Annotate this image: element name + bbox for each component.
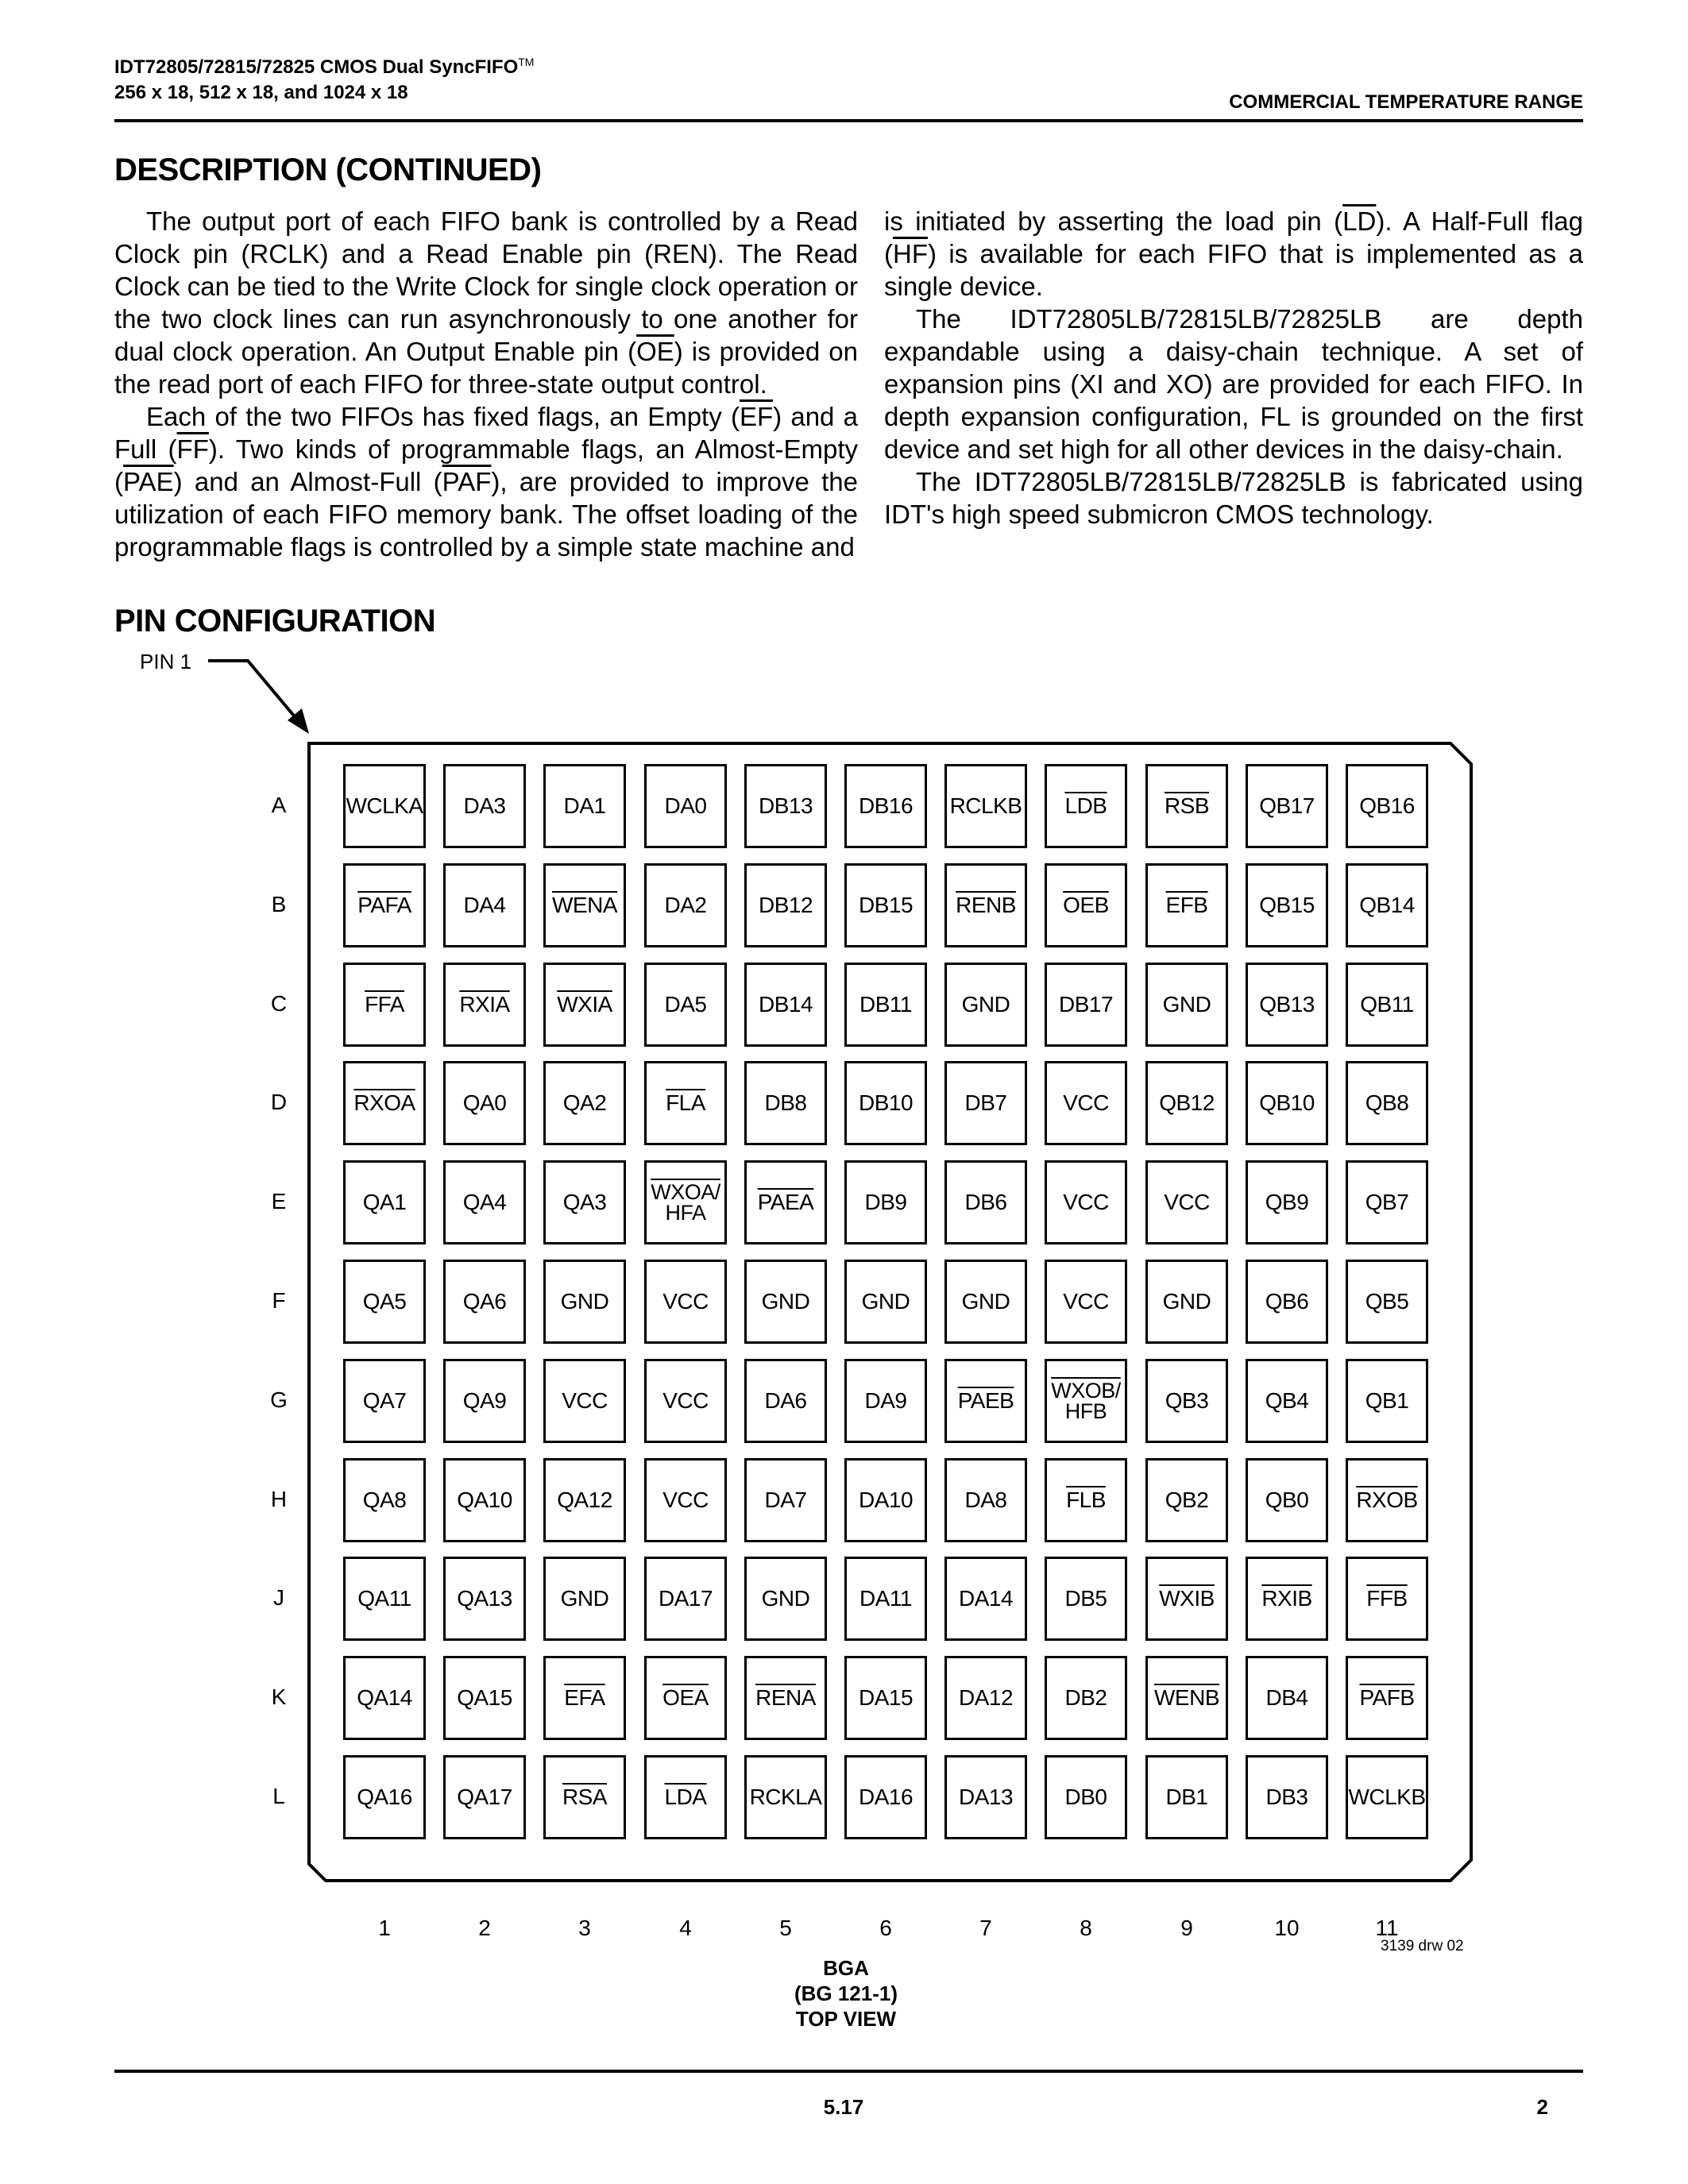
pin-cell (944, 1656, 1027, 1740)
header-temperature-range: COMMERCIAL TEMPERATURE RANGE (1229, 91, 1583, 113)
pin-label: WXIA (557, 992, 612, 1017)
row-label: G (270, 1387, 288, 1412)
column-label: 7 (979, 1916, 992, 1940)
pin-cell (443, 1755, 526, 1839)
pin-label: GND (861, 1289, 910, 1314)
pin-cell (1145, 1359, 1228, 1443)
pin-cell (543, 1557, 626, 1641)
pin-cell (844, 1656, 927, 1740)
pin-cell (1346, 1458, 1428, 1542)
page-code: 5.17 (823, 2095, 864, 2119)
pin-label: VCC (1164, 1190, 1210, 1214)
pin-cell (343, 1656, 426, 1740)
pin-cell (543, 1755, 626, 1839)
row-label: F (272, 1288, 286, 1313)
pin-label: QB0 (1265, 1488, 1309, 1512)
pin-cell (1045, 1061, 1127, 1145)
pin-cell (844, 1458, 927, 1542)
footer-rule (114, 2070, 1583, 2073)
pin-label: QA8 (362, 1488, 407, 1512)
pin-label: GND (761, 1586, 810, 1611)
row-label: A (271, 793, 287, 817)
pin-cell (1246, 1557, 1328, 1641)
pin-cell (844, 764, 927, 848)
pin-cell (343, 1458, 426, 1542)
pin-label: RENA (755, 1685, 816, 1710)
pin-cell (844, 1359, 927, 1443)
header-title: IDT72805/72815/72825 CMOS Dual SyncFIFO (114, 56, 519, 78)
pin-label: WXIB (1159, 1586, 1215, 1611)
drawing-reference: 3139 drw 02 (1381, 1938, 1464, 1954)
pin-label: DB15 (858, 893, 914, 917)
pin-cell (443, 1061, 526, 1145)
pin-cell (644, 1359, 727, 1443)
pin-label: GND (560, 1289, 609, 1314)
pin-label: DB8 (764, 1090, 807, 1115)
pin-label: QB9 (1265, 1190, 1309, 1214)
pin-label: QA11 (357, 1586, 411, 1611)
pin-label: QA13 (457, 1586, 512, 1611)
pin-cell (1346, 1656, 1428, 1740)
pin-cell (343, 1359, 426, 1443)
column-label: 10 (1274, 1916, 1300, 1940)
column-label: 11 (1375, 1916, 1399, 1940)
pin-label: DB16 (858, 793, 914, 818)
row-label: E (271, 1189, 287, 1214)
pin-label: PAEB (957, 1388, 1014, 1413)
pin-cell (1145, 764, 1228, 848)
pin-cell (944, 1755, 1027, 1839)
row-label: D (270, 1090, 288, 1115)
column-label: 4 (679, 1916, 692, 1940)
pin-label: DB10 (858, 1090, 914, 1115)
row-label: B (271, 891, 287, 916)
pin-label: WCLKB (1348, 1785, 1426, 1809)
description-paragraph: The output port of each FIFO bank is controlled by a Read Clock pin (RCLK) and a Read Enable pin (REN). The Read Clock can be tied to the Write Clock for single clock operation or the two clock lines can run asynchronously to one another for dual clock operation. An Output Enable pin $(\overline{OE})$ is provided on the read port of each FIFO for three-state output control. (114, 206, 858, 399)
description-paragraph: The IDT72805LB/72815LB/72825LB is fabricated using IDT's high speed submicron CMOS technology. (884, 467, 1583, 529)
pin-cell (944, 863, 1027, 947)
pin-label: $\overline{FLB}$ (1066, 1488, 1106, 1512)
pin-label: WXOB/ (1051, 1379, 1121, 1403)
pin-cell (443, 1458, 526, 1542)
pin-label: QB2 (1165, 1488, 1209, 1512)
pin-cell (343, 863, 426, 947)
header-subtitle: 256 x 18, 512 x 18, and 1024 x 18 (114, 82, 408, 103)
description-paragraph: The IDT72805LB/72815LB/72825LB are depth expandable using a daisy-chain technique. A set of expansion pins (XI and XO) are provided for each FIFO. In depth expansion configuration, FL is grounded on the first device and set high for all other devices in the daisy-chain. (884, 304, 1583, 464)
pin-label: DA4 (463, 893, 506, 917)
pin-label: VCC (662, 1388, 709, 1413)
pin-label: QA0 (462, 1090, 507, 1115)
pin-label: GND (560, 1586, 609, 1611)
pin-cell (644, 1656, 727, 1740)
pin-cell (1145, 1458, 1228, 1542)
pin-cell (1045, 1656, 1127, 1740)
pin-cell (944, 1061, 1027, 1145)
pin-cell (343, 963, 426, 1047)
pin-cell (1145, 863, 1228, 947)
pin-cell (744, 1755, 827, 1839)
pin-cell (543, 1458, 626, 1542)
pin-cell (443, 963, 526, 1047)
pin-cell (944, 1260, 1027, 1344)
pin-cell (944, 963, 1027, 1047)
pin-cell (543, 1260, 626, 1344)
pin-label: DB0 (1064, 1785, 1107, 1809)
page-number: 2 (1536, 2095, 1548, 2119)
pin-label: RXIA (459, 992, 510, 1017)
pin-cell (443, 1557, 526, 1641)
pin-cell (944, 1160, 1027, 1244)
caption-line: BGA (823, 1956, 869, 1980)
pin-label: VCC (662, 1289, 709, 1314)
pin-cell (844, 1061, 927, 1145)
pin-label: DA0 (664, 793, 707, 818)
pin-label: GND (961, 1289, 1010, 1314)
pin-label: VCC (562, 1388, 608, 1413)
pin-cell (1246, 863, 1328, 947)
pin-cell (944, 1557, 1027, 1641)
pin-label: $\overline{RSB}$ (1164, 793, 1210, 818)
pin-cell (1346, 1359, 1428, 1443)
pin-label: RXOA (353, 1090, 415, 1115)
pin-cell (744, 1458, 827, 1542)
pin-cell (944, 1458, 1027, 1542)
pin-cell (1145, 1557, 1228, 1641)
pin-label: DB12 (758, 893, 813, 917)
caption-line: TOP VIEW (795, 2007, 897, 2031)
pin-cell (744, 1160, 827, 1244)
pin-label: $\overline{FFA}$ (365, 992, 404, 1017)
pin-label: DB1 (1165, 1785, 1208, 1809)
pin-cell (1045, 1359, 1127, 1443)
pin-label: RCKLA (749, 1785, 822, 1809)
pin-cell (543, 1160, 626, 1244)
pin-label: DA10 (858, 1488, 914, 1512)
pin-cell (1346, 764, 1428, 848)
pin-label: WCLKA (346, 793, 423, 818)
pin-label: DA13 (958, 1785, 1014, 1809)
package-caption (715, 1955, 977, 2032)
pin-cell (744, 863, 827, 947)
pin-label: QB5 (1365, 1289, 1409, 1314)
pin-label: $\overline{LDA}$ (664, 1785, 707, 1809)
pin-label: $\overline{LDB}$ (1064, 793, 1107, 818)
pin-label: QB14 (1359, 893, 1415, 917)
pin-cell (744, 1359, 827, 1443)
caption-line: (BG 121-1) (794, 1981, 898, 2005)
pin-label: DA11 (859, 1586, 912, 1611)
pin-label: DA17 (658, 1586, 713, 1611)
pin-label: GND (761, 1289, 810, 1314)
pin-label: QA10 (457, 1488, 512, 1512)
pin-cell (1346, 1260, 1428, 1344)
pin-label: WENB (1154, 1685, 1219, 1710)
pin-label: $\overline{FFB}$ (1366, 1586, 1408, 1611)
pin-cell (644, 764, 727, 848)
pin-label: $\overline{RSA}$ (562, 1785, 608, 1809)
pin-cell (1045, 1557, 1127, 1641)
pin-label: QA6 (462, 1289, 507, 1314)
column-label: 2 (478, 1916, 491, 1940)
pin-cell (644, 963, 727, 1047)
pin-cell (744, 1656, 827, 1740)
pin-label: DB14 (758, 992, 813, 1017)
pin-cell (1045, 1458, 1127, 1542)
pin-cell (443, 1656, 526, 1740)
pin-cell (1346, 963, 1428, 1047)
pin-cell (644, 1557, 727, 1641)
pin-label: QA1 (362, 1190, 407, 1214)
row-label: K (271, 1684, 287, 1710)
pin-cell (343, 764, 426, 848)
pin-cell (443, 863, 526, 947)
pin-label: QA4 (462, 1190, 507, 1214)
pin-label: DB13 (758, 793, 813, 818)
pin-label: QB10 (1259, 1090, 1315, 1115)
pin-cell (543, 863, 626, 947)
pin-cell (343, 1260, 426, 1344)
pin-label: WENA (552, 893, 617, 917)
pin-cell (1346, 1160, 1428, 1244)
pin-label: QB17 (1259, 793, 1315, 818)
pin-label: QB3 (1165, 1388, 1209, 1413)
pin-cell (844, 1557, 927, 1641)
pin-label: PAFA (357, 893, 411, 917)
pin-label: RENB (956, 893, 1016, 917)
pin-cell (844, 863, 927, 947)
pin-label-line2: HFA (665, 1201, 706, 1225)
pin-label: DB9 (864, 1190, 907, 1214)
pin-cell (1045, 1260, 1127, 1344)
pin-label: DA9 (864, 1388, 907, 1413)
pin-cell (744, 764, 827, 848)
pin-cell (644, 1061, 727, 1145)
pin-cell (343, 1755, 426, 1839)
pin-label: DA6 (764, 1388, 807, 1413)
pin-cell (1045, 963, 1127, 1047)
pin-label-line2: HFB (1064, 1399, 1107, 1423)
row-label: L (272, 1784, 285, 1808)
pin-label: DB5 (1064, 1586, 1107, 1611)
row-label: J (273, 1585, 284, 1611)
pin-cell (1045, 1160, 1127, 1244)
pin-label: DB2 (1064, 1685, 1107, 1710)
pin-cell (1045, 764, 1127, 848)
pin-label: QB1 (1365, 1388, 1409, 1413)
pin-label: VCC (1063, 1190, 1109, 1214)
pin-cell (343, 1061, 426, 1145)
pin-cell (543, 963, 626, 1047)
pin-label: DB6 (964, 1190, 1007, 1214)
pin-cell (1246, 1359, 1328, 1443)
pin-cell (1145, 1061, 1228, 1145)
pin-label: QB6 (1265, 1289, 1309, 1314)
pin-label: DA1 (563, 793, 606, 818)
pin-cell (644, 1160, 727, 1244)
pin-configuration-heading: PIN CONFIGURATION (114, 604, 436, 639)
pin-cell (543, 1359, 626, 1443)
pin-label: DA7 (764, 1488, 807, 1512)
pin-label: QA17 (457, 1785, 512, 1809)
pin-label: RXOB (1356, 1488, 1418, 1512)
pin-cell (644, 1755, 727, 1839)
pin-cell (1346, 863, 1428, 947)
pin-cell (1045, 1755, 1127, 1839)
column-label: 8 (1080, 1916, 1092, 1940)
pin-label: $\overline{OEB}$ (1063, 893, 1109, 917)
pin-cell (1346, 1755, 1428, 1839)
pin-cell (944, 1359, 1027, 1443)
pin-cell (1145, 1755, 1228, 1839)
pin-label: GND (1162, 992, 1211, 1017)
pin-cell (1246, 1260, 1328, 1344)
pin-cell (1346, 1061, 1428, 1145)
pin-cell (543, 1656, 626, 1740)
pin-label: PAFB (1359, 1685, 1415, 1710)
pin-cell (744, 1557, 827, 1641)
pin-cell (744, 963, 827, 1047)
pin-cell (1246, 1755, 1328, 1839)
pin-label: DB17 (1058, 992, 1114, 1017)
pin-label: DA8 (964, 1488, 1007, 1512)
column-label: 9 (1180, 1916, 1193, 1940)
pin-label: VCC (662, 1488, 709, 1512)
pin-label: PAEA (757, 1190, 814, 1214)
pin-cell (644, 863, 727, 947)
column-label: 5 (779, 1916, 792, 1940)
pin-label: $\overline{EFA}$ (564, 1685, 605, 1710)
pin-label: $\overline{OEA}$ (662, 1685, 709, 1710)
pin-label: QB8 (1365, 1090, 1409, 1115)
pin-label: DA16 (858, 1785, 914, 1809)
pin-label: QA2 (562, 1090, 607, 1115)
pin-cell (1145, 1160, 1228, 1244)
pin-cell (1246, 1458, 1328, 1542)
pin-label: QB4 (1265, 1388, 1309, 1413)
pin-cell (844, 963, 927, 1047)
pin-cell (1145, 1260, 1228, 1344)
pin-label: VCC (1063, 1090, 1109, 1115)
pin-label: QA14 (357, 1685, 412, 1710)
pin-cell (944, 764, 1027, 848)
description-paragraph: is initiated by asserting the load pin $(\overline{LD})$. A Half-Full flag $(\overline{HF})$ is available for each FIFO that is implemented as a single device. (884, 206, 1583, 301)
pin-cell (844, 1260, 927, 1344)
pin-label: RCLKB (949, 793, 1022, 818)
pin-label: GND (1162, 1289, 1211, 1314)
pin-cell (1246, 1160, 1328, 1244)
pin-label: DA3 (463, 793, 506, 818)
pin-cell (543, 1061, 626, 1145)
trademark-symbol: TM (518, 56, 535, 68)
pin-label: QA16 (357, 1785, 412, 1809)
pin-cell (744, 1061, 827, 1145)
pin-cell (644, 1458, 727, 1542)
pin-label: QA5 (362, 1289, 407, 1314)
pin-cell (1246, 764, 1328, 848)
column-label: 6 (879, 1916, 892, 1940)
column-label: 3 (578, 1916, 591, 1940)
pin-label: DB11 (859, 992, 912, 1017)
pin-label: QA7 (362, 1388, 407, 1413)
pin-cell (443, 1260, 526, 1344)
pin1-label: PIN 1 (140, 650, 192, 673)
pin-label: DB7 (964, 1090, 1007, 1115)
pin-cell (443, 1359, 526, 1443)
row-label: H (270, 1486, 288, 1511)
pin-label: DA15 (858, 1685, 914, 1710)
pin-cell (1145, 963, 1228, 1047)
column-label: 1 (378, 1916, 391, 1940)
pin-cell (744, 1260, 827, 1344)
description-paragraph: Each of the two FIFOs has fixed flags, an Empty $(\overline{EF})$ and a Full $(\overline{FF})$. Two kinds of programmable flags, an Almost-Empty $(\overline{PAE})$ and an Almost-Full $(\overline{PAF})$, are provided to improve the utilization of each FIFO memory bank. The offset loading of the programmable flags is controlled by a simple state machine and (114, 402, 858, 561)
pin-label: QA9 (462, 1388, 507, 1413)
pin-cell (1246, 1061, 1328, 1145)
pin-label: DA2 (664, 893, 707, 917)
pin-label: GND (961, 992, 1010, 1017)
pin-label: QA15 (457, 1685, 512, 1710)
pin-label: QA12 (557, 1488, 612, 1512)
pin-cell (343, 1557, 426, 1641)
pin-label: WXOA/ (651, 1180, 720, 1204)
pin-label: $\overline{FLA}$ (666, 1090, 705, 1115)
pin-cell (543, 764, 626, 848)
pin-label: QB7 (1365, 1190, 1409, 1214)
pin-cell (1246, 963, 1328, 1047)
pin-cell (1045, 863, 1127, 947)
pin-cell (1145, 1656, 1228, 1740)
pin-label: QA3 (562, 1190, 607, 1214)
pin-label: QB16 (1359, 793, 1415, 818)
pin-label: DA14 (958, 1586, 1014, 1611)
pin-label: QB15 (1259, 893, 1315, 917)
pin-label: RXIB (1261, 1586, 1312, 1611)
row-label: C (270, 990, 288, 1016)
pin-label: DB3 (1265, 1785, 1308, 1809)
pin-cell (443, 764, 526, 848)
pin-cell (1346, 1557, 1428, 1641)
pin-cell (1246, 1656, 1328, 1740)
description-heading: DESCRIPTION (CONTINUED) (114, 152, 542, 187)
pin-label: QB12 (1159, 1090, 1215, 1115)
pin-cell (443, 1160, 526, 1244)
pin-label: QB11 (1360, 992, 1414, 1017)
pin-label: QB13 (1259, 992, 1315, 1017)
pin-cell (844, 1755, 927, 1839)
pin-label: VCC (1063, 1289, 1109, 1314)
pin-cell (343, 1160, 426, 1244)
pin-label: $\overline{EFB}$ (1165, 893, 1208, 917)
pin-label: DB4 (1265, 1685, 1308, 1710)
pin-cell (644, 1260, 727, 1344)
pin-label: DA12 (958, 1685, 1014, 1710)
pin-cell (844, 1160, 927, 1244)
pin-label: DA5 (664, 992, 707, 1017)
